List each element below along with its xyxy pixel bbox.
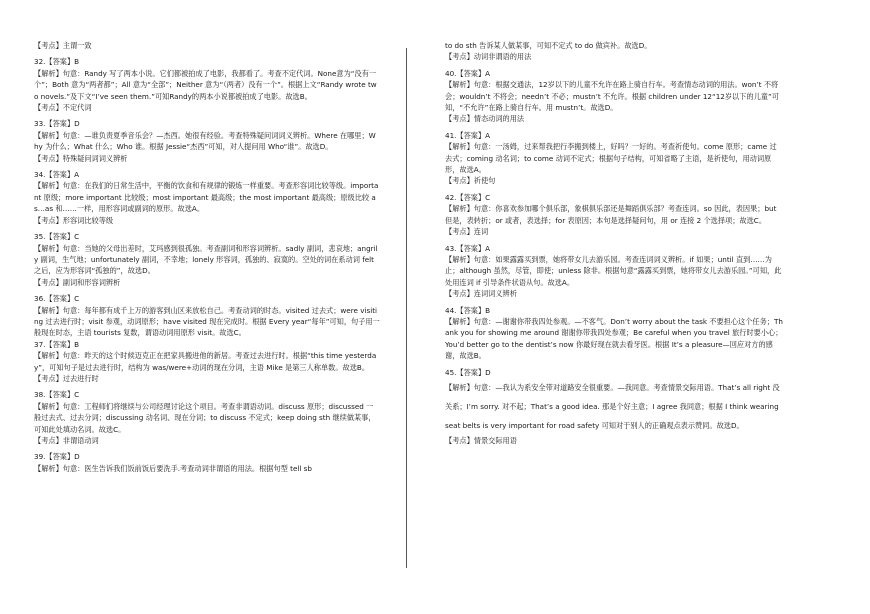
topic-line: 【考点】情景交际用语 [445, 435, 517, 445]
analysis-paragraph: 【解析】句意：每年都有成千上万的游客到山区来放松自己。考查动词的时态。visited 过去式；were visiting 过去进行时；visit 参观，动词原形；have visited 现在完成时。根据 Every year“每年”可知，句子用一般现在时态，主语 tourists 复数，谓语动词用原形 visit。故选C。 [34, 305, 380, 338]
right-column [445, 40, 783, 446]
answer-line: 40.【答案】A [445, 68, 491, 78]
answer-line: 36.【答案】C [34, 294, 80, 304]
topic-line: 【考点】动词非谓语的用法 [445, 52, 532, 62]
topic-line: 【考点】形容词比较等级 [34, 215, 114, 225]
topic-line: 【考点】连词 [445, 227, 489, 237]
analysis-paragraph: 【解析】句意：Randy 写了两本小说。它们都被拍成了电影，我都看了。考查不定代词。None意为“没有一个”；Both 意为“两者都”；All 意为“全部”；Neither 意为“（两者）没有一个”。根据上文“Randy wrote two novels.”及下文“I’ve seen them.”可知Randy的两本小说都被拍成了电影。故选B。 [34, 68, 377, 101]
analysis-paragraph: 【解析】句意：根据交通法，12岁以下的儿童不允许在路上骑自行车。考查情态动词的用法。won’t 不将会；wouldn’t 不将会；needn’t 不必；mustn’t 不允许。根据 children under 12“12岁以下的儿童”可知，“不允许”在路上骑自行车。用 mustn’t。故选D。 [445, 80, 779, 113]
topic-line: 【考点】非谓语动词 [34, 436, 99, 445]
topic-line: 【考点】连词词义辨析 [445, 289, 517, 299]
topic-line: 【考点】主谓一致 [34, 41, 92, 50]
analysis-paragraph: 【解析】句意：你喜欢参加哪个俱乐部，象棋俱乐部还是舞蹈俱乐部？考查连词。so 因此，表因果；but 但是，表转折；or 或者，表选择；for 表原因；本句是选择疑问句，用 or 连接 2 个选择项；故选C。 [445, 204, 777, 225]
column-divider [406, 48, 407, 568]
answer-line: 44.【答案】B [445, 305, 491, 315]
analysis-paragraph: 【解析】句意：在我们的日常生活中，平衡的饮食和有规律的锻炼一样重要。考查形容词比较等级。important 原级；more important 比较级；most important 最高级；the most important 最高级；原级比较 as…as 和……一样，用形容词或副词的原形。故选A。 [34, 181, 379, 214]
answer-line: 42.【答案】C [445, 192, 491, 202]
answer-line: 33.【答案】D [34, 119, 80, 129]
answer-line: 39.【答案】D [34, 452, 80, 462]
answer-line: 43.【答案】A [445, 243, 491, 253]
topic-line: 【考点】情态动词的用法 [445, 114, 525, 124]
answer-line: 34.【答案】A [34, 170, 80, 180]
topic-line: 【考点】祈使句 [445, 176, 496, 186]
topic-line: 【考点】特殊疑问词词义辨析 [34, 153, 128, 163]
answer-line: 35.【答案】C [34, 232, 80, 242]
analysis-paragraph: 【解析】句意：工程师们将继续与公司经理讨论这个项目。考查非谓语动词。discuss 原形；discussed 一般过去式、过去分词；discussing 动名词、现在分词；to discuss 不定式；keep doing sth 继续做某事，可知此处填动名词。故选C。 [34, 401, 376, 434]
answer-line: 37.【答案】B [34, 339, 80, 349]
answer-line: 32.【答案】B [34, 57, 80, 67]
analysis-paragraph: 【解析】句意：医生告诉我们饭前饭后要洗手.考查动词非谓语的用法。根据句型 tell sb [34, 463, 312, 473]
topic-line: 【考点】不定代词 [34, 103, 92, 113]
topic-line: 【考点】过去进行时 [34, 373, 99, 383]
analysis-paragraph: 【解析】句意：—我认为系安全带对道路安全很重要。—我同意。考查情景交际用语。That’s all right 没关系；I’m sorry. 对不起；That’s a good idea. 那是个好主意；I agree 我同意；根据 I think wearing seat belts is very important for road safety 可知对于别人的正确观点表示赞同。故选D。 [445, 382, 780, 430]
analysis-paragraph: 【解析】句意：一汤姆，过来帮我把行李搬到楼上，好吗？一好的。考查祈使句。come 原形；came 过去式；coming 动名词；to come 动词不定式；根据句子结构，可知省略了主语，是祈使句，用动词原形，故选A。 [445, 142, 777, 175]
answer-line: 41.【答案】A [445, 130, 491, 140]
answer-line: 38.【答案】C [34, 390, 80, 400]
analysis-paragraph: 【解析】句意：昨天的这个时候迈克正在把家具搬进他的新居。考查过去进行时。根据“this time yesterday”，可知句子是过去进行时，结构为 was/were+动词的现在分词，主语 Mike 是第三人称单数。故选B。 [34, 351, 377, 372]
topic-line: 【考点】副词和形容词辨析 [34, 277, 121, 287]
answer-line: 45.【答案】D [445, 367, 491, 377]
analysis-paragraph: to do sth 告诉某人做某事，可知不定式 to do 做宾补。故选D。 [445, 41, 652, 50]
analysis-paragraph: 【解析】句意：—谁负责夏季音乐会？—杰西。她很有经验。考查特殊疑问词词义辨析。Where 在哪里；Why 为什么；What 什么；Who 谁。根据 Jessie“杰西”可知，对人提问用 Who“谁”。故选D。 [34, 130, 376, 152]
analysis-paragraph: 【解析】句意：—谢谢你带我四处参观。—不客气。Don’t worry about the task 不要担心这个任务；Thank you for showing me around 谢谢你带我四处参观；Be careful when you travel 旅行时要小心；You’d better go to the dentist’s now 你最好现在就去看牙医。根据 It’s a pleasure—回应对方的感谢，故选B。 [445, 316, 783, 361]
left-column [34, 40, 380, 474]
analysis-paragraph: 【解析】句意：如果露露买到票，她将带女儿去游乐园。考查连词词义辨析。if 如果；until 直到……为止；although 虽然，尽管，即使；unless 除非。根据句意“露露买到票，她将带女儿去游乐园。”可知，此处用连词 if 引导条件状语从句。故选A。 [445, 254, 782, 287]
analysis-paragraph: 【解析】句意：当她的父母出差时，艾玛感到很孤独。考查副词和形容词辨析。sadly 副词，悲哀地；angrily 副词，生气地；unfortunately 副词，不幸地；lonely 形容词，孤独的、寂寞的。空处的词在系动词 felt 之后，应为形容词“孤独的”，故选D。 [34, 243, 378, 276]
